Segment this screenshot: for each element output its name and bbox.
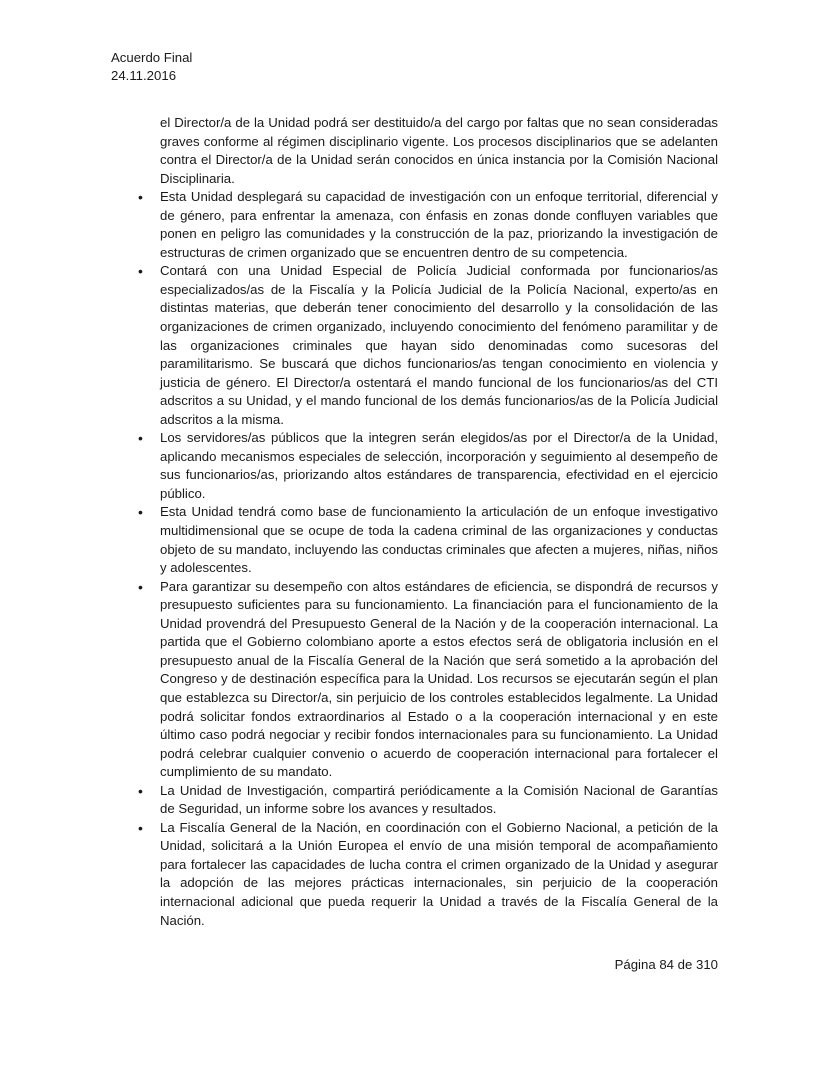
- list-item: • Los servidores/as públicos que la integren serán elegidos/as por el Director/a de la Unidad, aplicando mecanismos especiales de selección, incorporación y seguimiento al desempeño de sus funcionarios/as, priorizando altos estándares de transparencia, efectividad en el ejercicio público.: [160, 429, 718, 503]
- list-item: • Esta Unidad desplegará su capacidad de investigación con un enfoque territorial, diferencial y de género, para enfrentar la amenaza, con énfasis en zonas donde confluyen variables que ponen en peligro las comunidades y la construcción de la paz, priorizando la investigación de estructuras de crimen organizado que se encuentren dentro de su competencia.: [160, 188, 718, 262]
- list-item: • Para garantizar su desempeño con altos estándares de eficiencia, se dispondrá de recursos y presupuesto suficientes para su funcionamiento. La financiación para el funcionamiento de la Unidad provendrá del Presupuesto General de la Nación y de la cooperación internacional. La partida que el Gobierno colombiano aporte a estos efectos será de obligatoria inclusión en el presupuesto anual de la Fiscalía General de la Nación que será sometido a la aprobación del Congreso y de destinación específica para la Unidad. Los recursos se ejecutarán según el plan que establezca su Director/a, sin perjuicio de los controles establecidos legalmente. La Unidad podrá solicitar fondos extraordinarios al Estado o a la cooperación internacional y en este último caso podrá negociar y recibir fondos internacionales para su funcionamiento. La Unidad podrá celebrar cualquier convenio o acuerdo de cooperación internacional para fortalecer el cumplimiento de su mandato.: [160, 578, 718, 782]
- document-title: Acuerdo Final: [111, 50, 193, 65]
- list-item: • La Fiscalía General de la Nación, en coordinación con el Gobierno Nacional, a petición de la Unidad, solicitará a la Unión Europea el envío de una misión temporal de acompañamiento para fortalecer las capacidades de lucha contra el crimen organizado de la Unidad y asegurar la adopción de las mejores prácticas internacionales, sin perjuicio de la cooperación internacional adicional que pueda requerir la Unidad a través de la Fiscalía General de la Nación.: [160, 819, 718, 930]
- document-header: [111, 49, 192, 85]
- list-item: • Esta Unidad tendrá como base de funcionamiento la articulación de un enfoque investigativo multidimensional que se ocupe de toda la cadena criminal de las organizaciones y conductas objeto de su mandato, incluyendo las conductas criminales que afecten a mujeres, niñas, niños y adolescentes.: [160, 503, 718, 577]
- list-item: • Contará con una Unidad Especial de Policía Judicial conformada por funcionarios/as especializados/as de la Fiscalía y la Policía Judicial de la Policía Nacional, experto/as en distintas materias, que deberán tener conocimiento del desarrollo y la consolidación de las organizaciones de crimen organizado, incluyendo conocimiento del fenómeno paramilitar y de las organizaciones criminales que hayan sido denominadas como sucesoras del paramilitarismo. Se buscará que dichos funcionarios/as tengan conocimiento en violencia y justicia de género. El Director/a ostentará el mando funcional de los funcionarios/as del CTI adscritos a su Unidad, y el mando funcional de los demás funcionarios/as de la Policía Judicial adscritos a la misma.: [160, 262, 718, 429]
- page-number: Página 84 de 310: [614, 957, 718, 972]
- bullet-list: [160, 188, 718, 930]
- document-date: 24.11.2016: [111, 68, 177, 83]
- intro-paragraph: el Director/a de la Unidad podrá ser destituido/a del cargo por faltas que no sean consideradas graves conforme al régimen disciplinario vigente. Los procesos disciplinarios que se adelanten contra el Director/a de la Unidad serán conocidos en única instancia por la Comisión Nacional Disciplinaria.: [160, 115, 718, 186]
- list-item: • La Unidad de Investigación, compartirá periódicamente a la Comisión Nacional de Garantías de Seguridad, un informe sobre los avances y resultados.: [160, 782, 718, 819]
- document-body: [160, 114, 718, 930]
